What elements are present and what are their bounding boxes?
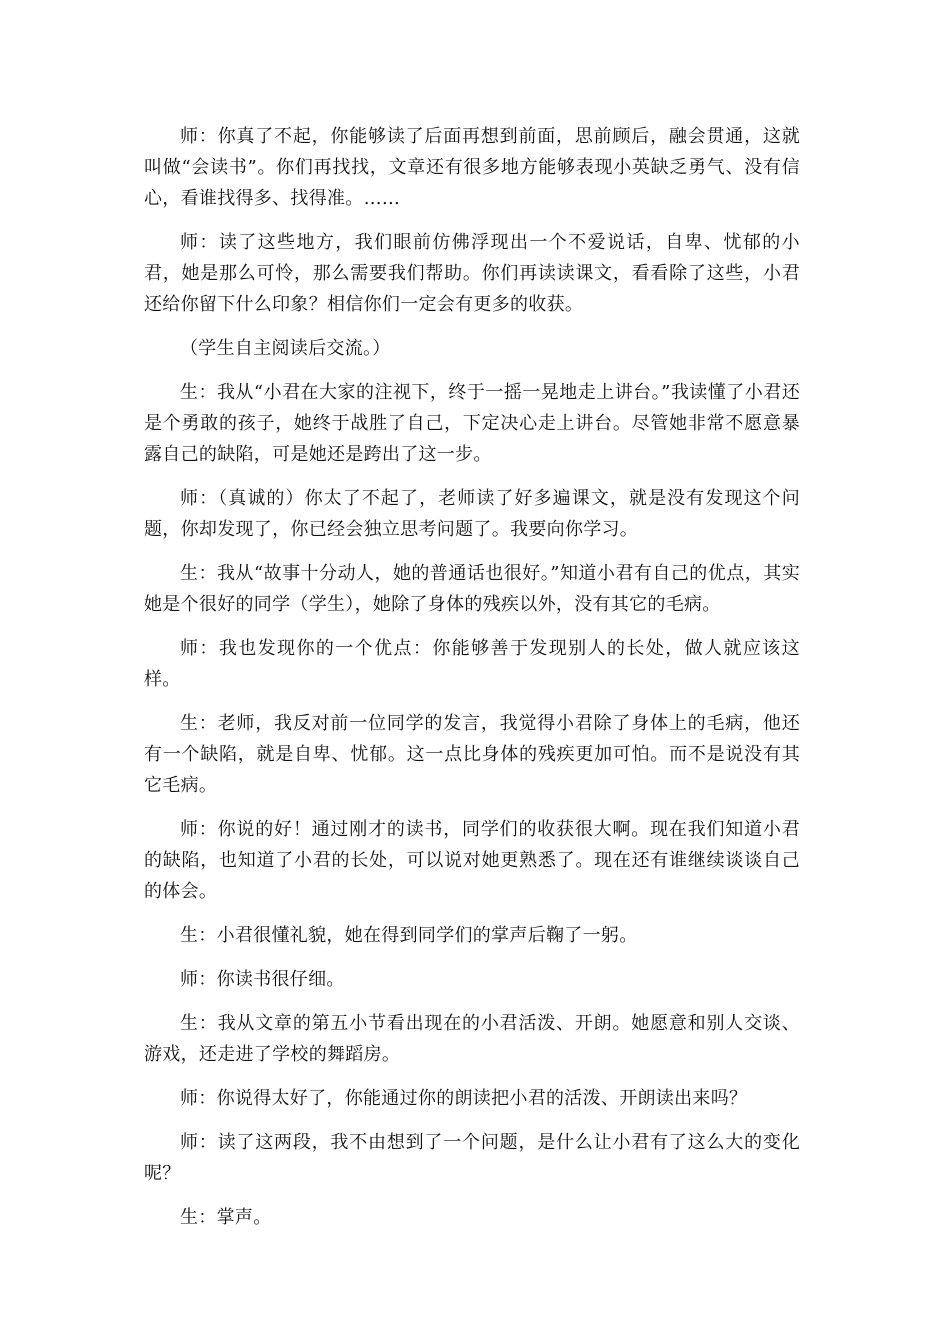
paragraph: 生：老师，我反对前一位同学的发言，我觉得小君除了身体上的毛病，他还有一个缺陷，就是自卑、忧郁。这一点比身体的残疾更加可怕。而不是说没有其它毛病。 xyxy=(144,713,800,796)
paragraph: 师：读了这些地方，我们眼前仿佛浮现出一个不爱说话，自卑、忧郁的小君，她是那么可怜，那么需要我们帮助。你们再读读课文，看看除了这些，小君还给你留下什么印象？相信你们一定会有更多的收获。 xyxy=(144,232,800,315)
paragraph: 生：我从文章的第五小节看出现在的小君活泼、开朗。她愿意和别人交谈、游戏，还走进了学校的舞蹈房。 xyxy=(144,1013,800,1065)
paragraph: 师：读了这两段，我不由想到了一个问题，是什么让小君有了这么大的变化呢？ xyxy=(144,1132,800,1184)
paragraph: 生：我从“故事十分动人，她的普通话也很好。”知道小君有自己的优点，其实她是个很好的同学（学生），她除了身体的残疾以外，没有其它的毛病。 xyxy=(144,563,800,615)
paragraph: 师：你真了不起，你能够读了后面再想到前面，思前顾后，融会贯通，这就叫做“会读书”。你们再找找，文章还有很多地方能够表现小英缺乏勇气、没有信心，看谁找得多、找得准。…… xyxy=(144,126,800,209)
paragraph: 师：你说的好！通过刚才的读书，同学们的收获很大啊。现在我们知道小君的缺陷，也知道了小君的长处，可以说对她更熟悉了。现在还有谁继续谈谈自己的体会。 xyxy=(144,819,800,902)
paragraph: 生：掌声。 xyxy=(180,1207,272,1228)
paragraph: 生：小君很懂礼貌，她在得到同学们的掌声后鞠了一躬。 xyxy=(180,925,638,946)
paragraph: 生：我从“小君在大家的注视下，终于一摇一晃地走上讲台。”我读懂了小君还是个勇敢的孩子，她终于战胜了自己，下定决心走上讲台。尽管她非常不愿意暴露自己的缺陷，可是她还是跨出了这一步。 xyxy=(144,382,800,465)
paragraph: 师：我也发现你的一个优点：你能够善于发现别人的长处，做人就应该这样。 xyxy=(144,638,800,690)
paragraph: 师：你说得太好了，你能通过你的朗读把小君的活泼、开朗读出来吗？ xyxy=(180,1088,748,1109)
paragraph: 师：（真诚的）你太了不起了，老师读了好多遍课文，就是没有发现这个问题，你却发现了，你已经会独立思考问题了。我要向你学习。 xyxy=(144,488,800,540)
paragraph: 师：你读书很仔细。 xyxy=(180,969,345,990)
document-body xyxy=(144,121,800,1246)
paragraph: （学生自主阅读后交流。） xyxy=(180,338,391,359)
